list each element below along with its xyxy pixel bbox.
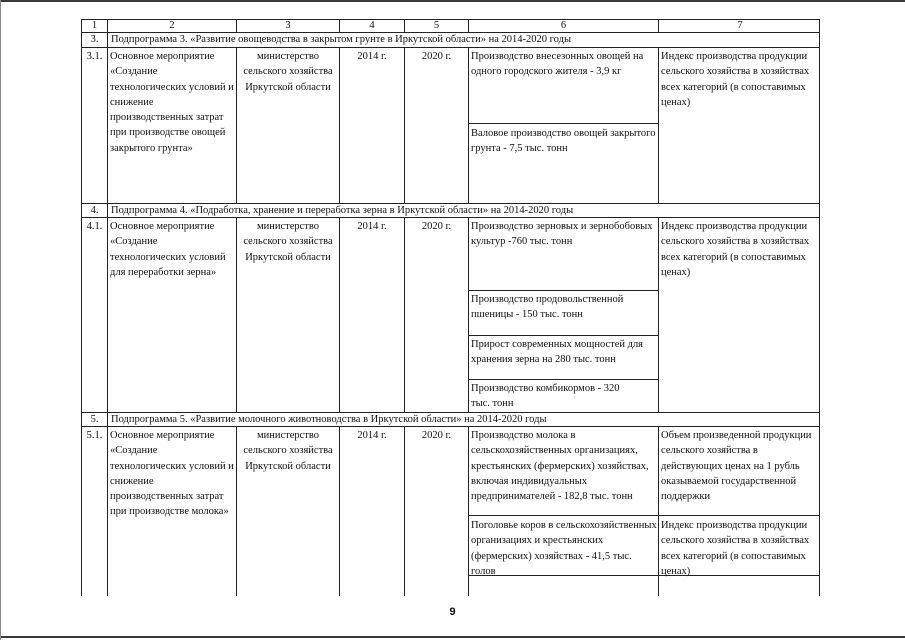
vrule-r41-5 [468,217,469,412]
vrule-s5 [107,412,108,426]
row-4-1-measure: Основное мероприятие «Создание технологических условий для переработки зерна» [110,221,226,278]
row-4-1-number: 4.1. [86,221,103,232]
rule-section-3-bottom [82,47,820,48]
row-5-1-result-2: Поголовье коров в сельскохозяйственных организациях и крестьянских (фермерских) хозяйствах - 41,5 тыс. голов [471,520,657,577]
vrule-r41-6 [658,217,659,412]
column-number-3: 3 [285,21,291,31]
column-number-4: 4 [369,21,375,31]
vrule-r31-6 [658,47,659,203]
column-number-7: 7 [737,21,743,31]
column-number-2: 2 [169,21,175,31]
row-5-1-executor: министерство сельского хозяйства Иркутской области [243,430,333,472]
row-5-1-indicator-1: Объем произведенной продукции сельского хозяйства в действующих ценах на 1 рубль оказываемой государственной поддержки [661,430,812,503]
section-3-title: Подпрограмма 3. «Развитие овощеводства в закрытом грунте в Иркутской области» на 2014-2020 годы [111,34,572,45]
column-number-5: 5 [433,21,440,31]
row-5-1-end-year: 2020 г. [421,430,452,441]
section-4-title: Подпрограмма 4. «Подработка, хранение и переработка зерна в Иркутской области» на 2014-2020 годы [111,205,574,216]
row-3-1-start-year: 2014 г. [357,51,387,62]
section-4-number: 4. [90,205,99,216]
section-5-number: 5. [90,414,99,425]
vrule-r31-5 [468,47,469,203]
row-4-1-executor: министерство сельского хозяйства Иркутской области [243,221,333,263]
vrule-r51-6 [658,426,659,596]
column-number-1: 1 [91,21,98,31]
row-3-1-end-year: 2020 г. [421,51,452,62]
row-5-1-start-year: 2014 г. [357,430,387,441]
rule-header-bottom [82,32,820,33]
vrule-s3 [107,32,108,47]
vrule-r31-4 [404,47,405,203]
section-5-title: Подпрограмма 5. «Развитие молочного животноводства в Иркутской области» на 2014-2020 годы [111,414,547,425]
rule-section-5-bottom [82,426,820,427]
row-4-1-result-4: Производство комбикормов - 320 тыс. тонн [471,383,620,410]
vrule-s4 [107,203,108,217]
row-3-1-executor: министерство сельского хозяйства Иркутской области [243,51,333,93]
row-4-1-start-year: 2014 г. [357,221,387,232]
section-3-number: 3. [90,34,99,45]
row-4-1-end-year: 2020 г. [421,221,452,232]
vrule-r41-3 [339,217,340,412]
rule-result-4-1 [468,290,658,291]
vrule-r31-1 [107,47,108,203]
column-number-6: 6 [560,21,567,31]
page-number: 9 [449,606,456,618]
rule-row-4-1-bottom [82,412,820,413]
row-4-1-result-2: Производство продовольственной пшеницы - 150 тыс. тонн [471,294,624,321]
rule-row-3-1-bottom [82,203,820,204]
rule-result-4-3 [468,379,658,380]
vrule-r41-4 [404,217,405,412]
vrule-r51-1 [107,426,108,596]
rule-result-4-2 [468,335,658,336]
vrule-r51-5 [468,426,469,596]
row-4-1-indicator-1: Индекс производства продукции сельского хозяйства в хозяйствах всех категорий (в сопоставимых ценах) [661,221,810,278]
vrule-r31-3 [339,47,340,203]
scan-edge-bottom [0,636,905,638]
rule-result-5-1 [468,515,820,516]
row-3-1-result-2: Валовое производство овощей закрытого грунта - 7,5 тыс. тонн [471,128,656,155]
vrule-r51-4 [404,426,405,596]
scan-edge-top [0,0,905,2]
rule-result-3-1 [468,123,658,124]
vrule-r41-1 [107,217,108,412]
row-3-1-result-1: Производство внесезонных овощей на одного городского жителя - 3,9 кг [471,51,644,78]
row-3-1-indicator-1: Индекс производства продукции сельского хозяйства в хозяйствах всех категорий (в сопоставимых ценах) [661,51,810,108]
row-5-1-number: 5.1. [86,430,103,441]
row-5-1-measure: Основное мероприятие «Создание технологических условий и снижение производственных затрат при производстве молока» [110,430,234,518]
row-3-1-measure: Основное мероприятие «Создание технологических условий и снижение производственных затрат при производстве овощей закрытого грунта» [110,51,234,154]
vrule-r51-3 [339,426,340,596]
row-3-1-number: 3.1. [86,51,103,62]
scan-edge-left [0,0,1,640]
rule-section-4-bottom [82,217,820,218]
row-4-1-result-3: Прирост современных мощностей для хранения зерна на 280 тыс. тонн [471,339,644,366]
program-table [81,19,820,596]
row-4-1-result-1: Производство зерновых и зернобобовых культур -760 тыс. тонн [471,221,653,248]
row-5-1-result-1: Производство молока в сельскохозяйственных организациях, крестьянских (фермерских) хозяйствах, включая индивидуальных предпринимателей - 182,8 тыс. тонн [471,430,649,503]
row-5-1-indicator-2: Индекс производства продукции сельского хозяйства в хозяйствах всех категорий (в сопоставимых ценах) [661,520,810,577]
